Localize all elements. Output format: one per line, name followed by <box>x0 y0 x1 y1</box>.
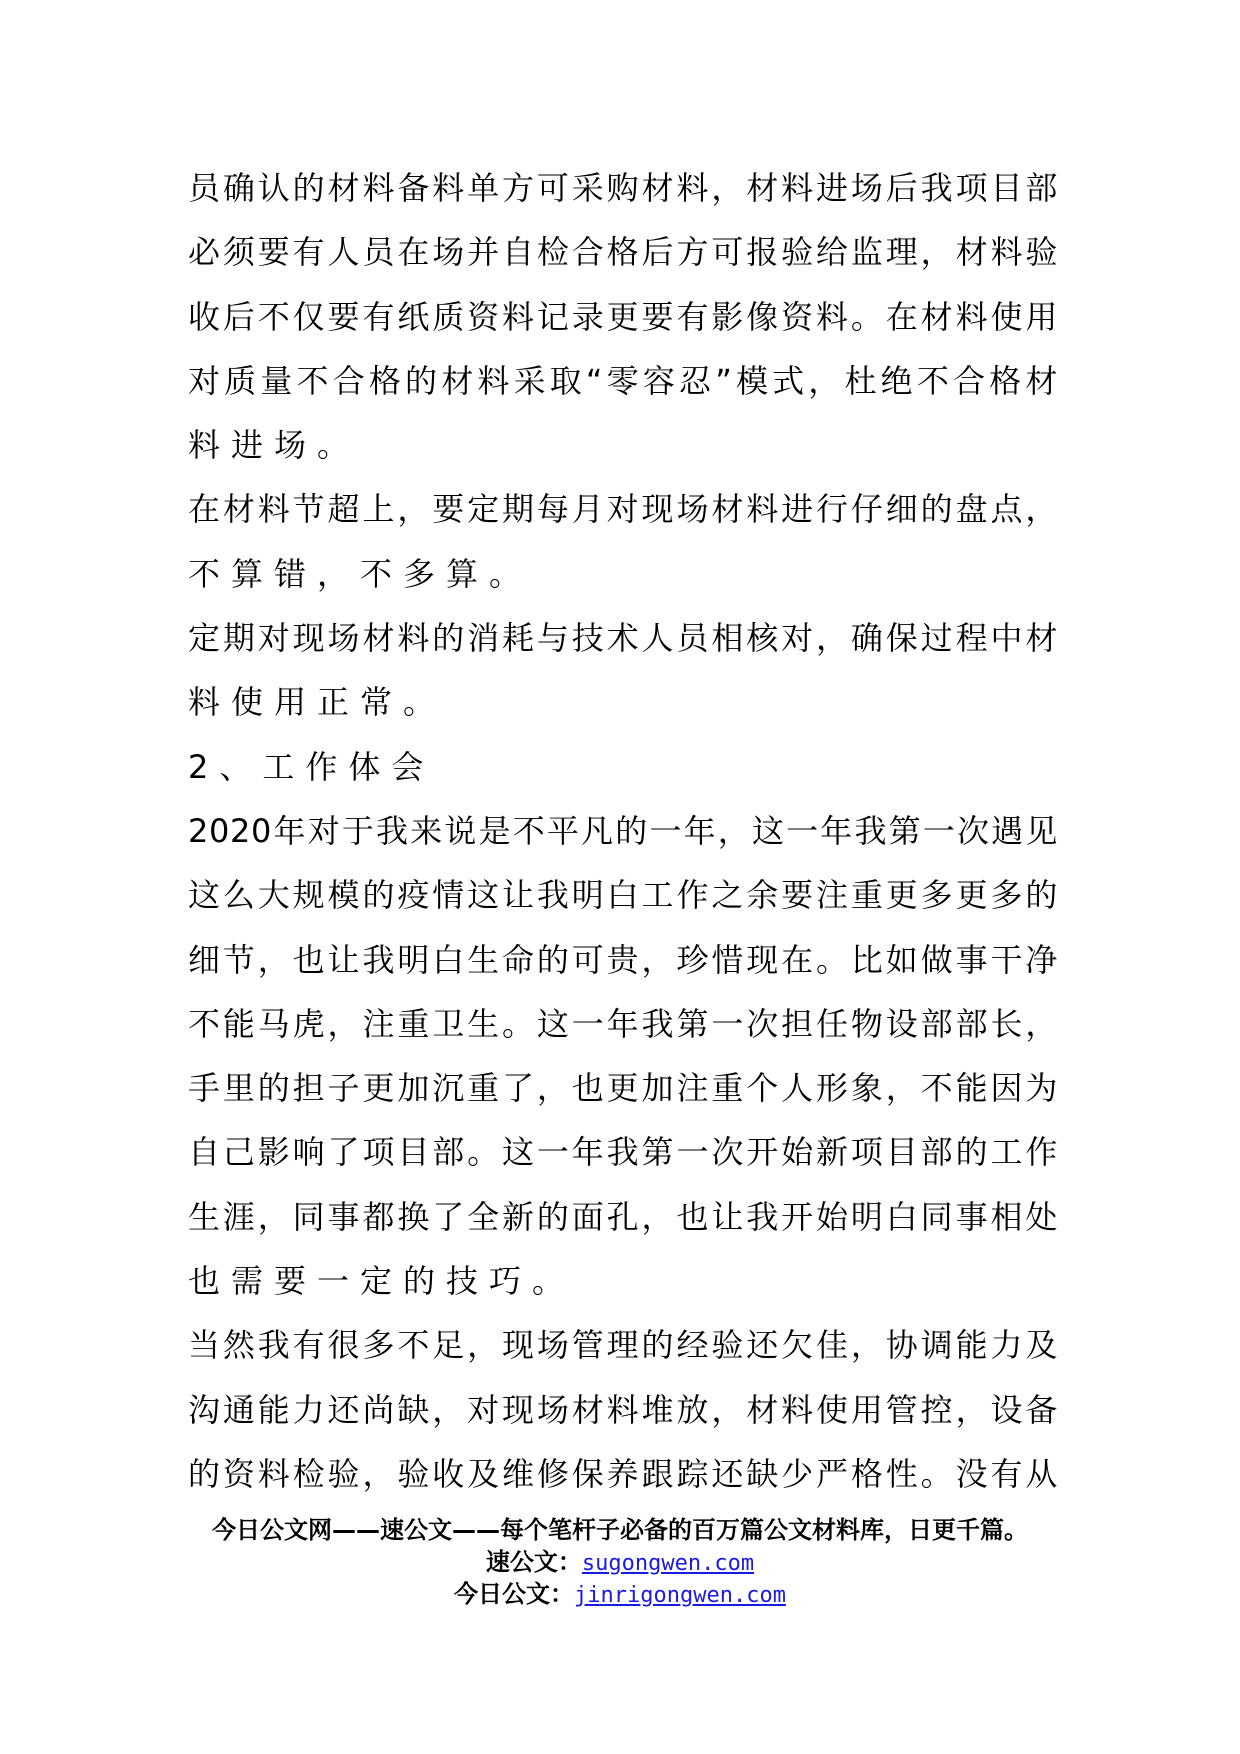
text-line: 不算错，不多算。 <box>188 554 533 593</box>
text-line: 自己影响了项目部。这一年我第一次开始新项目部的工作 <box>188 1133 1058 1172</box>
text-line: 料进场。 <box>188 426 361 465</box>
footer-jinri-line <box>0 1578 1240 1610</box>
text-line: 细节，也让我明白生命的可贵，珍惜现在。比如做事干净 <box>188 940 1058 979</box>
text-line: 2、工作体会 <box>188 747 435 786</box>
document-body <box>188 156 1058 1506</box>
text-line: 收后不仅要有纸质资料记录更要有影像资料。在材料使用 <box>188 297 1058 336</box>
footer-tagline: 今日公文网——速公文——每个笔杆子必备的百万篇公文材料库，日更千篇。 <box>212 1516 1028 1544</box>
text-line: 当然我有很多不足，现场管理的经验还欠佳，协调能力及 <box>188 1326 1058 1365</box>
text-line: 2020年对于我来说是不平凡的一年，这一年我第一次遇见 <box>188 811 1058 850</box>
text-line: 对质量不合格的材料采取“零容忍”模式，杜绝不合格材 <box>188 361 1058 400</box>
text-line: 手里的担子更加沉重了，也更加注重个人形象，不能因为 <box>188 1069 1058 1108</box>
jinri-label: 今日公文： <box>454 1580 575 1608</box>
text-line: 沟通能力还尚缺，对现场材料堆放，材料使用管控，设备 <box>188 1390 1058 1429</box>
text-line: 在材料节超上，要定期每月对现场材料进行仔细的盘点， <box>188 490 1058 529</box>
text-line: 员确认的材料备料单方可采购材料，材料进场后我项目部 <box>188 169 1058 207</box>
text-line: 也需要一定的技巧。 <box>188 1262 576 1301</box>
text-line: 这么大规模的疫情这让我明白工作之余要注重更多更多的 <box>188 876 1058 915</box>
text-line: 不能马虎，注重卫生。这一年我第一次担任物设部部长， <box>188 1004 1058 1043</box>
text-line: 的资料检验，验收及维修保养跟踪还缺少严格性。没有从 <box>188 1454 1058 1493</box>
footer <box>0 1514 1240 1610</box>
text-line: 料使用正常。 <box>188 683 447 722</box>
jinri-link[interactable]: jinrigongwen.com <box>574 1583 786 1608</box>
sugongwen-link[interactable]: sugongwen.com <box>581 1551 755 1576</box>
sugongwen-label: 速公文： <box>485 1548 582 1576</box>
text-line: 生涯，同事都换了全新的面孔，也让我开始明白同事相处 <box>188 1197 1058 1236</box>
footer-sugongwen-line <box>0 1546 1240 1578</box>
text-line: 定期对现场材料的消耗与技术人员相核对，确保过程中材 <box>188 619 1058 658</box>
text-line: 必须要有人员在场并自检合格后方可报验给监理，材料验 <box>188 233 1058 272</box>
